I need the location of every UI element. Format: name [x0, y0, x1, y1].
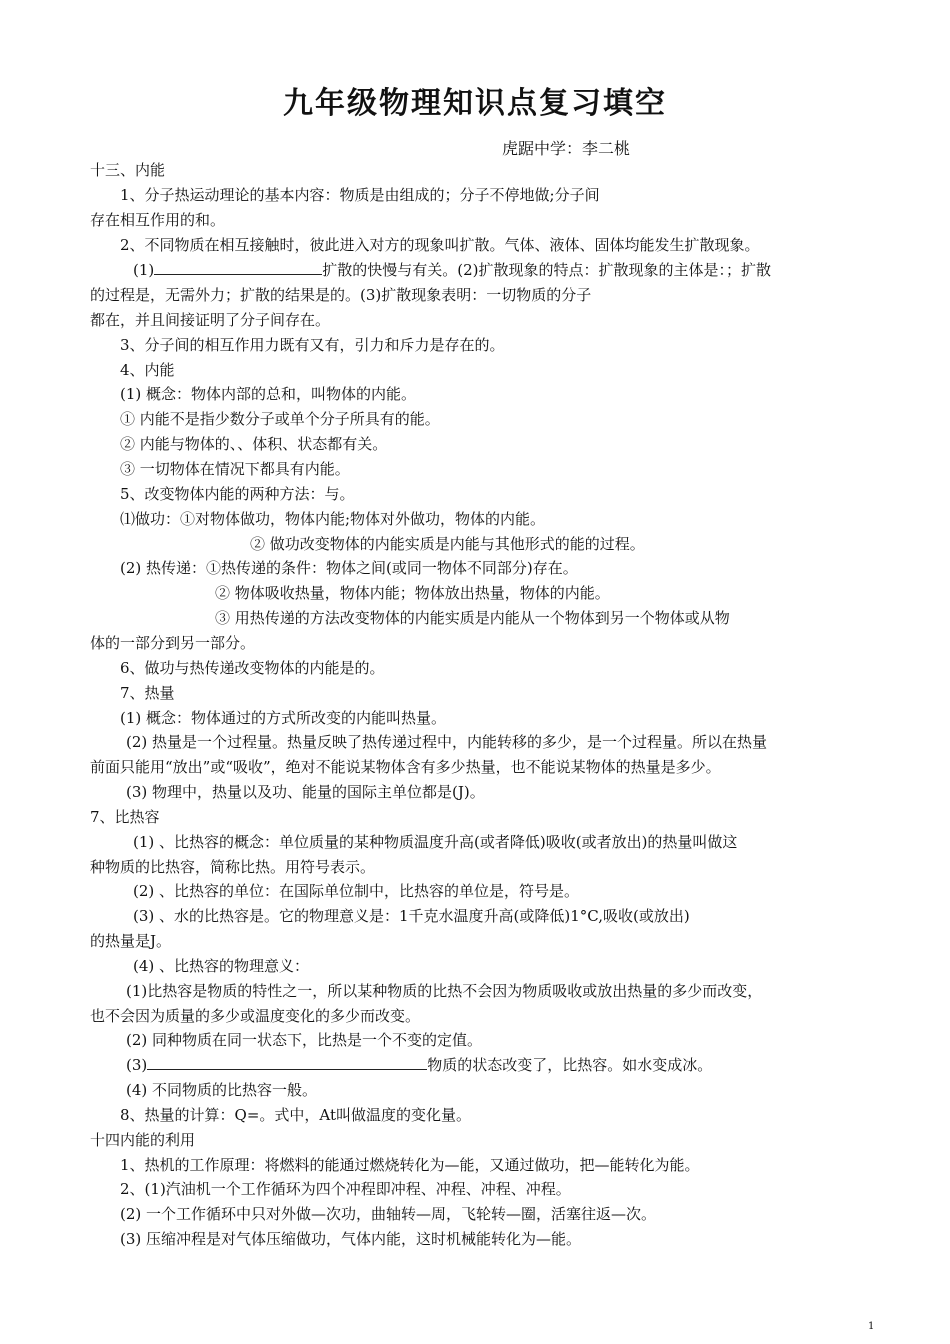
text-line: (1)比热容是物质的特性之一，所以某种物质的比热不会因为物质吸收或放出热量的多少而改变， — [126, 982, 763, 1000]
text-line: (3) 物理中，热量以及功、能量的国际主单位都是(J)。 — [126, 783, 485, 801]
text-line: (3) 、水的比热容是。它的物理意义是：1千克水温度升高(或降低)1°C,吸收(或放出) — [133, 907, 690, 925]
text-line: (2) 热传递：①热传递的条件：物体之间(或同一物体不同部分)存在。 — [120, 559, 578, 577]
text-line: 的过程是，无需外力；扩散的结果是的。(3)扩散现象表明：一切物质的分子 — [90, 286, 592, 304]
text-line: 3、分子间的相互作用力既有又有，引力和斥力是存在的。 — [120, 336, 505, 354]
text-line: 1、热机的工作原理：将燃料的能通过燃烧转化为—能，又通过做功，把—能转化为能。 — [120, 1156, 700, 1174]
section-heading: 十四内能的利用 — [90, 1131, 196, 1149]
section-heading: 十三、内能 — [90, 161, 166, 179]
text-line: (2) 热量是一个过程量。热量反映了热传递过程中，内能转移的多少，是一个过程量。所以在热量 — [126, 733, 768, 751]
text-line: ② 内能与物体的、、体积、状态都有关。 — [120, 435, 388, 453]
text-line: ① 内能不是指少数分子或单个分子所具有的能。 — [120, 410, 440, 428]
text-line: (4) 、比热容的物理意义： — [133, 957, 310, 975]
text-line: 存在相互作用的和。 — [90, 211, 226, 229]
text-line: 1、分子热运动理论的基本内容：物质是由组成的；分子不停地做;分子间 — [120, 186, 600, 204]
text-fragment: (1) — [133, 261, 155, 279]
text-fragment: (3) — [126, 1056, 148, 1074]
text-line: 体的一部分到另一部分。 — [90, 634, 256, 652]
text-fragment: 物质的状态改变了，比热容。如水变成冰。 — [427, 1056, 713, 1074]
text-fragment: 扩散的快慢与有关。(2)扩散现象的特点：扩散现象的主体是：；扩散 — [322, 261, 772, 279]
text-line — [133, 260, 771, 280]
fill-blank — [154, 260, 322, 275]
author-line: 虎踞中学：李二桃 — [502, 139, 631, 158]
text-line: 2、不同物质在相互接触时，彼此进入对方的现象叫扩散。气体、液体、固体均能发生扩散现象。 — [120, 236, 760, 254]
text-line: 6、做功与热传递改变物体的内能是的。 — [120, 659, 385, 677]
text-line — [126, 1055, 712, 1075]
section-heading: 7、比热容 — [90, 808, 160, 826]
text-line: 都在，并且间接证明了分子间存在。 — [90, 311, 331, 329]
page-number: 1 — [868, 1321, 875, 1332]
text-line: (2) 同种物质在同一状态下，比热是一个不变的定值。 — [126, 1031, 483, 1049]
text-line: 8、热量的计算：Q=。式中，At叫做温度的变化量。 — [120, 1106, 472, 1124]
text-line: (2) 、比热容的单位：在国际单位制中，比热容的单位是，符号是。 — [133, 882, 580, 900]
text-line: 前面只能用“放出”或“吸收”，绝对不能说某物体含有多少热量，也不能说某物体的热量是多少。 — [90, 758, 721, 776]
text-line: ③ 用热传递的方法改变物体的内能实质是内能从一个物体到另一个物体或从物 — [215, 609, 730, 627]
text-line: 也不会因为质量的多少或温度变化的多少而改变。 — [90, 1007, 421, 1025]
page-title: 九年级物理知识点复习填空 — [283, 86, 667, 121]
text-line: (3) 压缩冲程是对气体压缩做功，气体内能，这时机械能转化为—能。 — [120, 1230, 582, 1248]
text-line: 2、(1)汽油机一个工作循环为四个冲程即冲程、冲程、冲程、冲程。 — [120, 1180, 571, 1198]
text-line: ③ 一切物体在情况下都具有内能。 — [120, 460, 350, 478]
text-line: (2) 一个工作循环中只对外做—次功，曲轴转—周，飞轮转—圈，活塞往返—次。 — [120, 1205, 657, 1223]
text-line: (1) 、比热容的概念：单位质量的某种物质温度升高(或者降低)吸收(或者放出)的热量叫做这 — [133, 833, 738, 851]
text-line: (4) 不同物质的比热容一般。 — [126, 1081, 318, 1099]
fill-blank — [147, 1055, 427, 1070]
text-line: ② 物体吸收热量，物体内能；物体放出热量，物体的内能。 — [215, 584, 610, 602]
text-line: 5、改变物体内能的两种方法：与。 — [120, 485, 355, 503]
text-line: (1) 概念：物体通过的方式所改变的内能叫热量。 — [120, 709, 447, 727]
text-line: 4、内能 — [120, 361, 175, 379]
text-line: ⑴做功：①对物体做功，物体内能;物体对外做功，物体的内能。 — [120, 510, 546, 528]
text-line: (1) 概念：物体内部的总和，叫物体的内能。 — [120, 385, 417, 403]
text-line: 7、热量 — [120, 684, 175, 702]
text-line: 种物质的比热容，简称比热。用符号表示。 — [90, 858, 376, 876]
text-line: ② 做功改变物体的内能实质是内能与其他形式的能的过程。 — [250, 535, 645, 553]
text-line: 的热量是J。 — [90, 932, 172, 950]
